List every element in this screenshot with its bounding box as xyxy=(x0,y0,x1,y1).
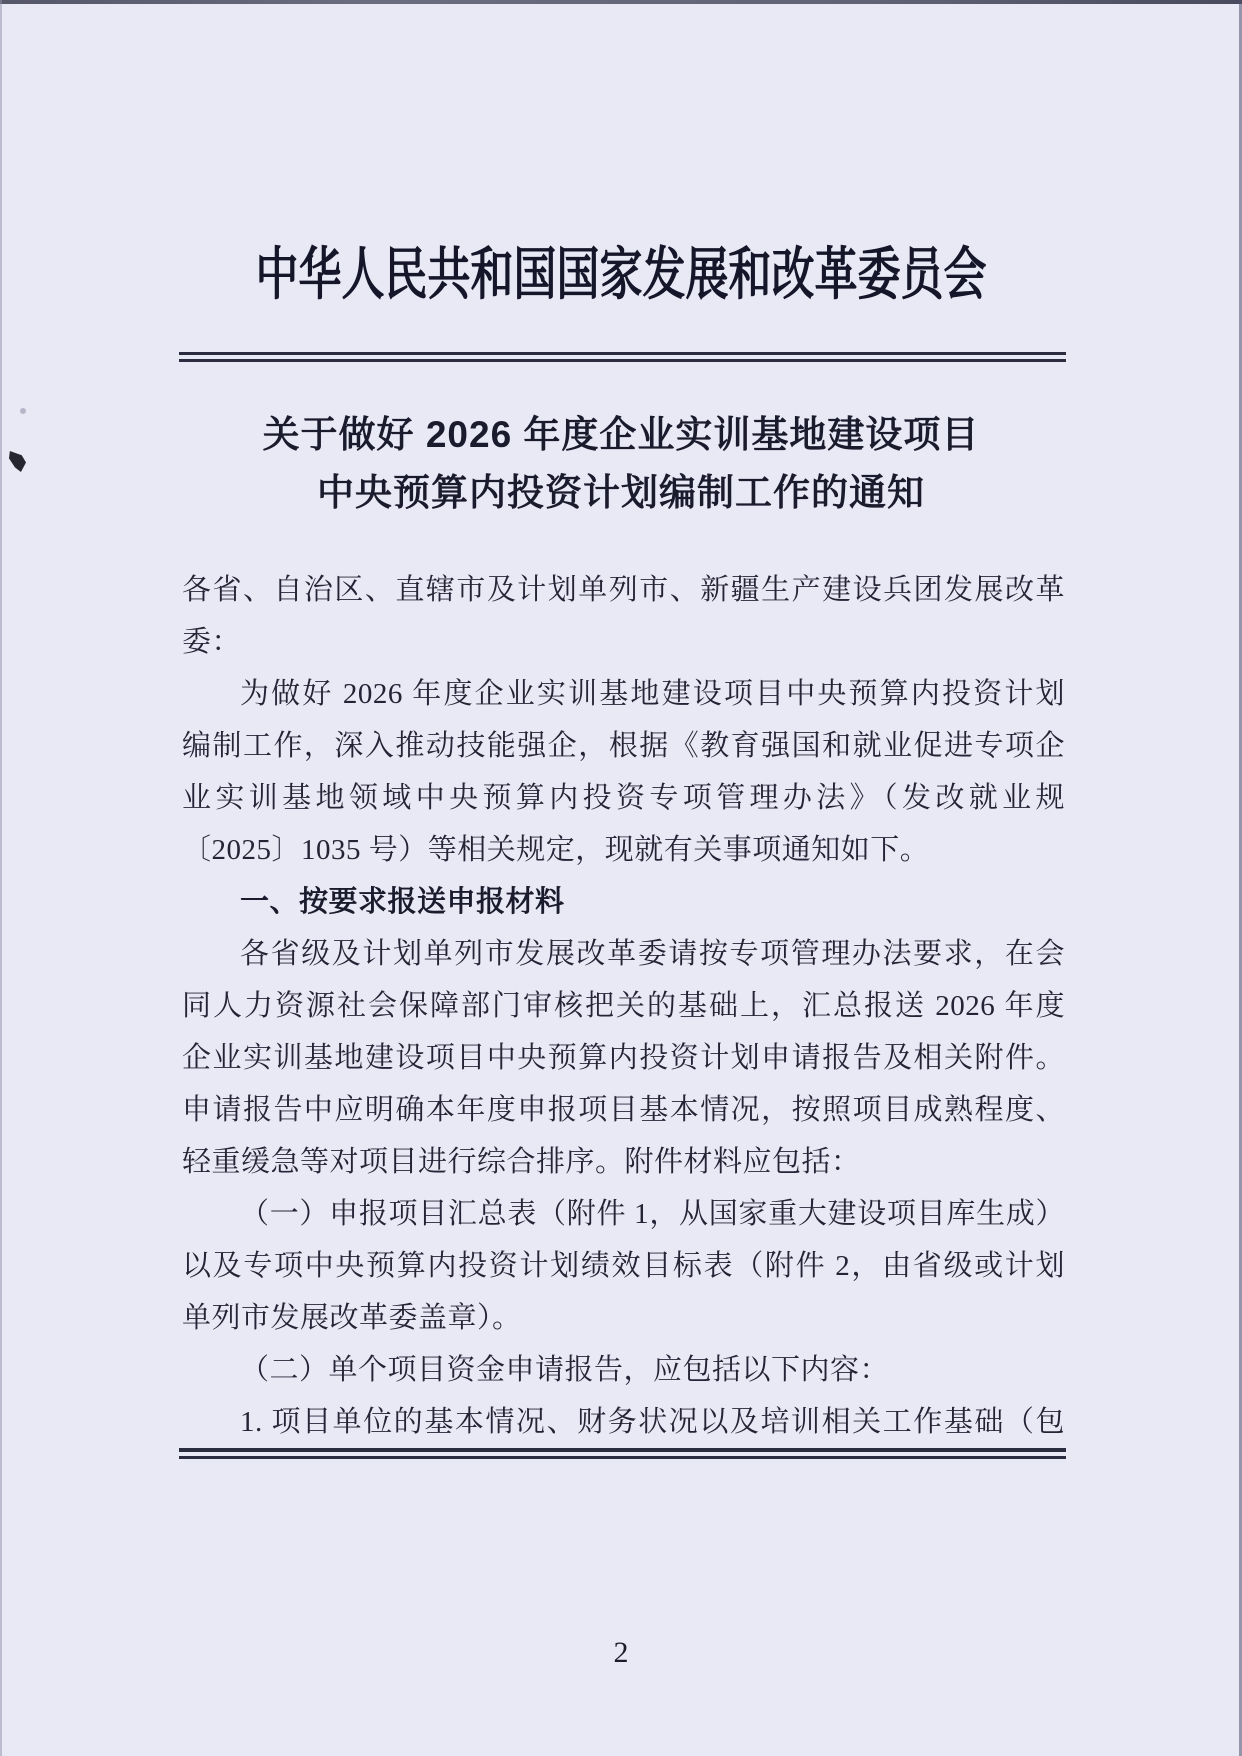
body-line: （一）申报项目汇总表（附件 1，从国家重大建设项目库生成） xyxy=(240,1198,1065,1230)
document-body xyxy=(182,564,1065,1448)
body-line: 编制工作，深入推动技能强企，根据《教育强国和就业促进专项企 xyxy=(182,730,1065,762)
body-line: 为做好 2026 年度企业实训基地建设项目中央预算内投资计划 xyxy=(240,678,1065,710)
body-line: （二）单个项目资金申请报告，应包括以下内容： xyxy=(240,1354,890,1386)
body-line: 各省、自治区、直辖市及计划单列市、新疆生产建设兵团发展改革 xyxy=(182,574,1065,606)
footer-divider xyxy=(179,1448,1066,1459)
letterhead-text: 中华人民共和国国家发展和改革委员会 xyxy=(255,243,987,307)
scan-edge-top xyxy=(0,0,1242,4)
body-line: 申请报告中应明确本年度申报项目基本情况，按照项目成熟程度、 xyxy=(182,1094,1065,1126)
body-line: 〔2025〕1035 号）等相关规定，现就有关事项通知如下。 xyxy=(182,834,930,866)
body-line: 1. 项目单位的基本情况、财务状况以及培训相关工作基础（包 xyxy=(240,1406,1065,1438)
body-line: 单列市发展改革委盖章）。 xyxy=(182,1302,522,1334)
letterhead-org-name xyxy=(0,240,1242,307)
body-line: 委： xyxy=(182,626,242,658)
page-number: 2 xyxy=(613,1636,629,1669)
body-line: 企业实训基地建设项目中央预算内投资计划申请报告及相关附件。 xyxy=(182,1042,1065,1074)
body-line: 各省级及计划单列市发展改革委请按专项管理办法要求，在会 xyxy=(240,938,1065,970)
document-title-line2: 中央预算内投资计划编制工作的通知 xyxy=(317,472,925,513)
document-title xyxy=(0,406,1242,522)
body-line: 同人力资源社会保障部门审核把关的基础上，汇总报送 2026 年度 xyxy=(182,990,1065,1022)
body-line: 轻重缓急等对项目进行综合排序。附件材料应包括： xyxy=(182,1146,861,1178)
document-title-line1: 关于做好 2026 年度企业实训基地建设项目 xyxy=(262,414,980,455)
letterhead-divider xyxy=(179,352,1066,362)
section-heading: 一、按要求报送申报材料 xyxy=(240,886,565,918)
body-line: 业实训基地领域中央预算内投资专项管理办法》（发改就业规 xyxy=(182,782,1065,814)
body-line: 以及专项中央预算内投资计划绩效目标表（附件 2，由省级或计划 xyxy=(182,1250,1065,1282)
